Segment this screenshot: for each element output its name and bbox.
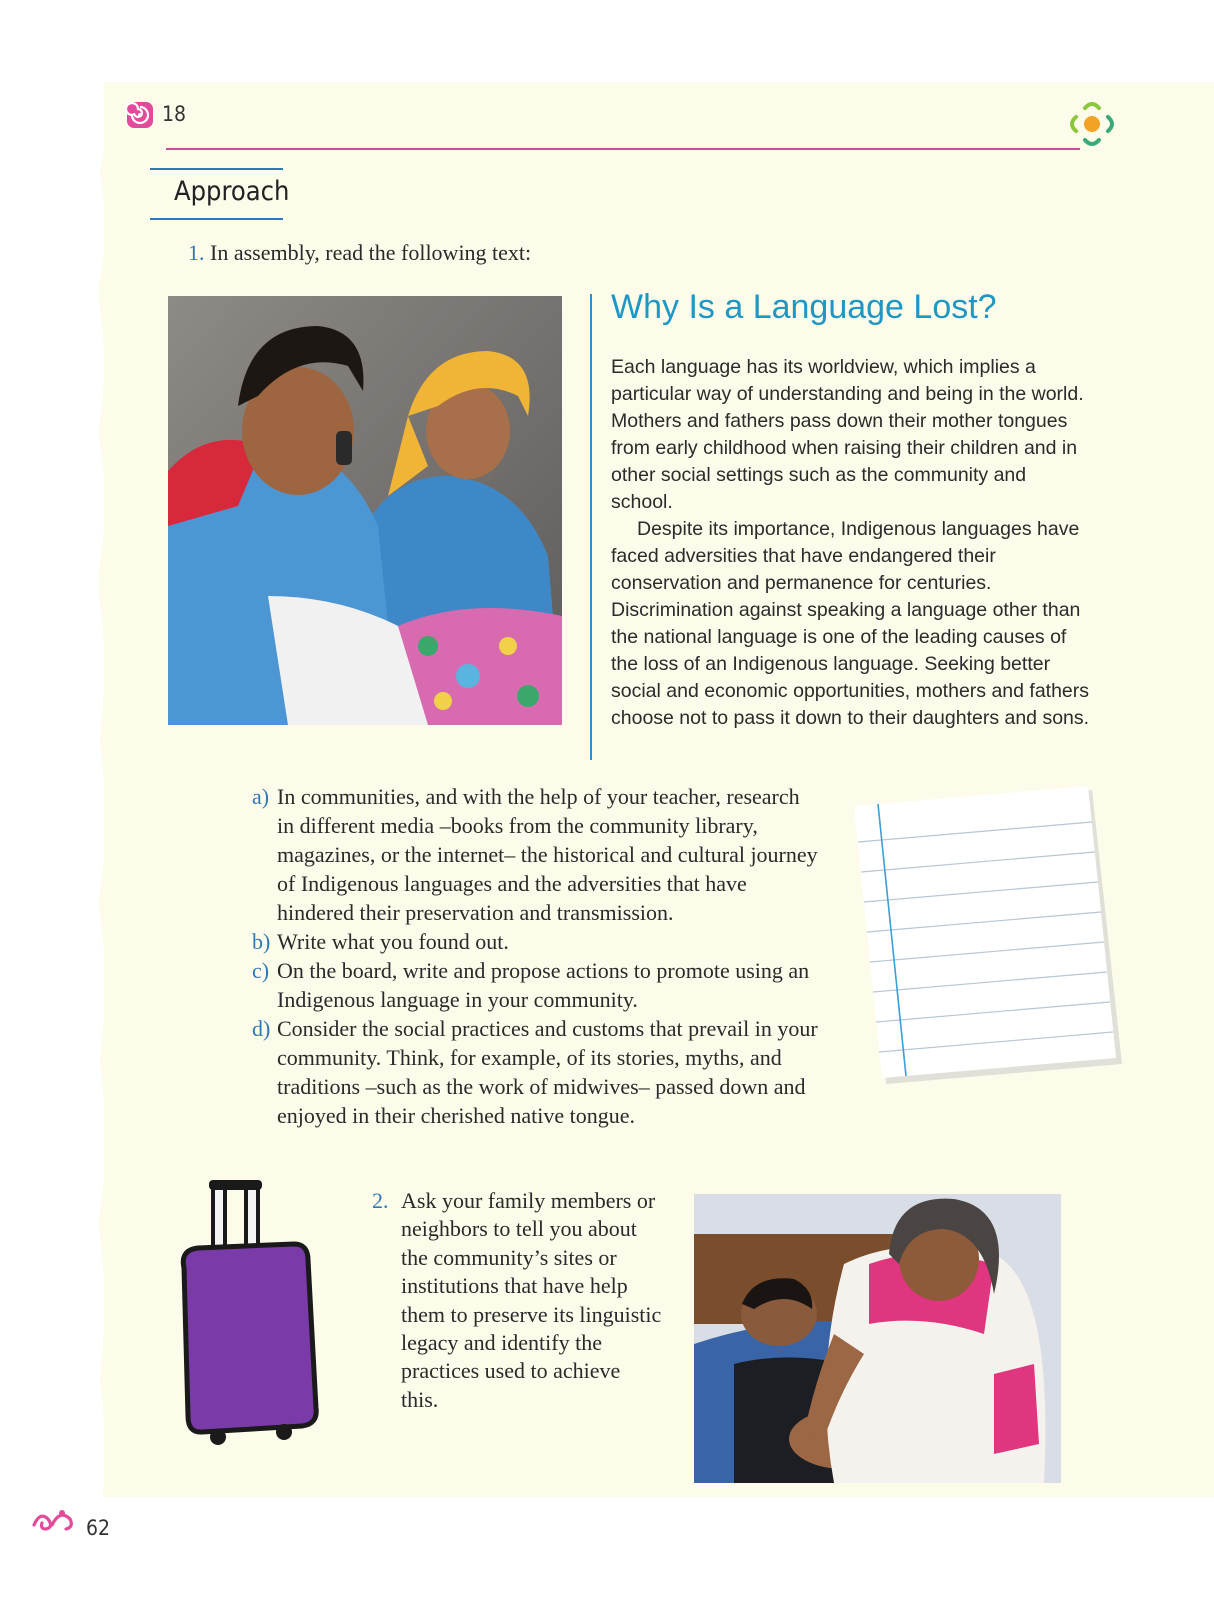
activity-2 [372, 1187, 662, 1414]
task-text: On the board, write and propose actions to promote using an Indigenous language in your community. [277, 958, 810, 1012]
task-label: d) [252, 1016, 271, 1041]
section-number: 18 [162, 102, 187, 126]
activity-2-number: 2. [372, 1188, 389, 1213]
article-paragraph-1: Each language has its worldview, which implies a particular way of understanding and being in the world. Mothers and fathers pass down their mother tongues from early childhood when raising their children and in other social settings such as the community and school. [611, 356, 1084, 513]
task-label: a) [252, 784, 270, 809]
header-rule [166, 148, 1080, 150]
task-label: c) [252, 958, 270, 983]
task-text: In communities, and with the help of your teacher, research in different media –books from the community library, magazines, or the internet– the historical and cultural journey of Indigenous languages and the adversities that have hindered their preservation and transmission. [277, 784, 818, 925]
article-title: Why Is a Language Lost? [611, 288, 997, 326]
section-title: Approach [174, 176, 290, 207]
article-divider [590, 294, 592, 760]
article-paragraph-2: Despite its importance, Indigenous languages have faced adversities that have endangered their conservation and permanence for centuries. Discrimination against speaking a language other than the national language is one of the leading causes of the loss of an Indigenous language. Seeking better social and economic opportunities, mothers and fathers choose not to pass it down to their daughters and sons. [611, 518, 1090, 729]
article-body [611, 354, 1091, 732]
task-text: Consider the social practices and customs that prevail in your community. Think, for example, of its stories, myths, and traditions –such as the work of midwives– passed down and enjoyed in their cherished native tongue. [277, 1016, 818, 1128]
spiral-glyph-icon [126, 101, 154, 129]
activity-2-text: Ask your family members or neighbors to tell you about the community’s sites or institutions that have help them to preserve its linguistic legacy and identify the practices used to achieve this. [401, 1188, 662, 1412]
activity-1-number: 1. [188, 240, 205, 265]
task-label: b) [252, 929, 271, 954]
suitcase-icon [176, 1178, 326, 1450]
flower-ornament-icon [1066, 98, 1118, 150]
activity-1-text: In assembly, read the following text: [210, 240, 532, 265]
tasks-list [252, 782, 822, 1130]
torn-paper-edge [94, 82, 118, 1497]
task-text: Write what you found out. [277, 929, 509, 954]
task-a [252, 782, 822, 927]
notepad-sheet [850, 784, 1130, 1100]
swirl-glyph-icon [30, 1505, 76, 1533]
photo-midwife [694, 1194, 1061, 1483]
activity-1-instruction [188, 240, 531, 266]
page-number: 62 [86, 1516, 111, 1540]
photo-people-on-phones [168, 296, 562, 725]
task-d [252, 1014, 822, 1130]
task-c [252, 956, 822, 1014]
task-b [252, 927, 822, 956]
